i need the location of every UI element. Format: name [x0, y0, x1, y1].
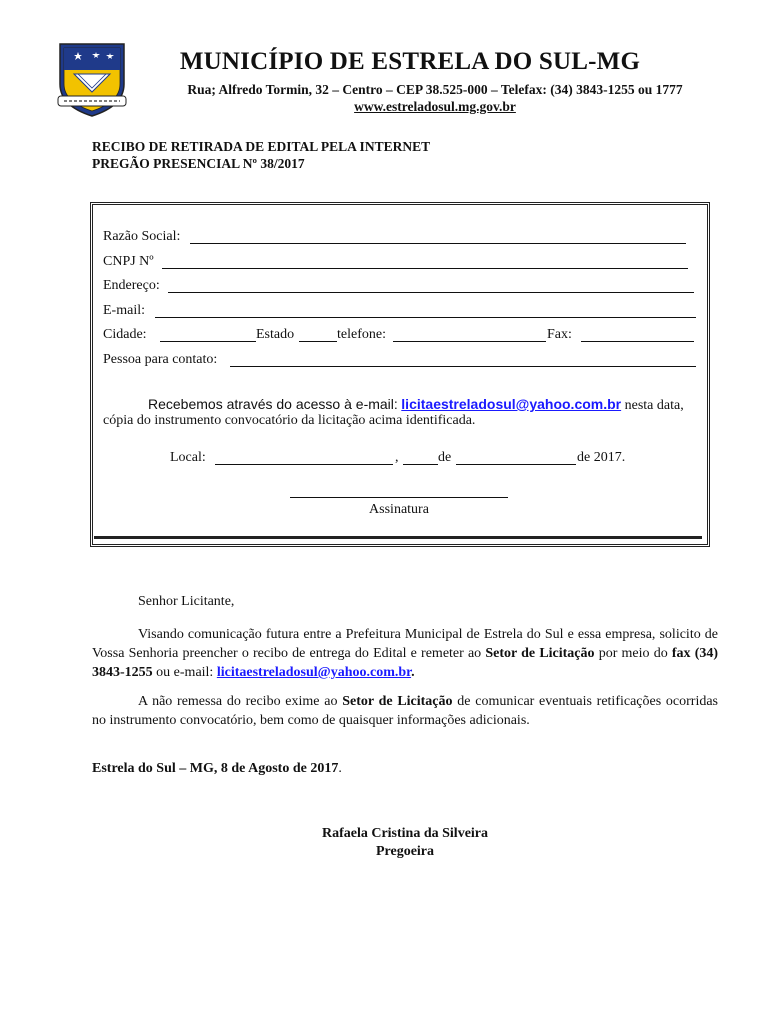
signature-line[interactable]	[290, 497, 508, 498]
receipt-statement	[148, 396, 684, 414]
razao-social-label: Razão Social:	[103, 229, 181, 244]
cnpj-field[interactable]	[162, 268, 688, 269]
salutation: Senhor Licitante,	[138, 594, 235, 609]
p1-setor: Setor de Licitação	[485, 646, 595, 661]
day-field[interactable]	[403, 464, 438, 465]
receipt-statement-post: nesta data,	[624, 398, 684, 413]
p1-dot: .	[411, 665, 415, 680]
p1-email-link[interactable]: licitaestreladosul@yahoo.com.br	[216, 665, 412, 680]
estado-label: Estado	[256, 327, 295, 342]
p2-setor: Setor de Licitação	[342, 694, 453, 709]
p1-text-a: Visando comunicação futura entre a Prefeitura Municipal de Estrela do Sul e essa empresa, solicito de Vossa Senhoria preencher o recibo de entrega do Edital e remeter ao	[92, 627, 718, 661]
receipt-title: RECIBO DE RETIRADA DE EDITAL PELA INTERNET	[92, 139, 431, 154]
endereco-field[interactable]	[168, 292, 694, 293]
receipt-subtitle: PREGÃO PRESENCIAL Nº 38/2017	[92, 156, 305, 171]
cnpj-label: CNPJ Nº	[103, 254, 154, 269]
receipt-email-link[interactable]: licitaestreladosul@yahoo.com.br	[401, 396, 622, 412]
header-website-link[interactable]: www.estreladosul.mg.gov.br	[354, 99, 516, 114]
signatory-role: Pregoeira	[375, 844, 435, 859]
letter-paragraph-2	[92, 692, 718, 730]
header-address: Rua; Alfredo Tormin, 32 – Centro – CEP 38.525-000 – Telefax: (34) 3843-1255 ou 1777	[187, 82, 683, 97]
estado-field[interactable]	[299, 341, 337, 342]
razao-social-field[interactable]	[190, 243, 686, 244]
email-label: E-mail:	[103, 303, 145, 318]
year-label: de 2017.	[577, 450, 626, 465]
local-comma: ,	[395, 450, 399, 465]
contato-field[interactable]	[230, 366, 696, 367]
page-title: MUNICÍPIO DE ESTRELA DO SUL-MG	[179, 48, 641, 75]
p1-fax: fax (34) 3843-1255	[92, 646, 719, 680]
receipt-statement-line2: cópia do instrumento convocatório da licitação acima identificada.	[103, 413, 476, 428]
cidade-label: Cidade:	[103, 327, 147, 342]
date-place-text: Estrela do Sul – MG, 8 de Agosto de 2017	[92, 761, 339, 776]
month-field[interactable]	[456, 464, 576, 465]
p1-text-c: por meio do	[598, 646, 668, 661]
signatory-name: Rafaela Cristina da Silveira	[321, 826, 489, 841]
date-place-dot: .	[338, 761, 342, 776]
telefone-field[interactable]	[393, 341, 546, 342]
p1-text-e: ou e-mail:	[156, 665, 214, 680]
endereco-label: Endereço:	[103, 278, 160, 293]
p2-text-c: de comunicar eventuais retificações ocorridas no instrumento convocatório, bem como de quaisquer informações adicionais.	[92, 694, 718, 728]
signature-label: Assinatura	[369, 502, 429, 517]
municipal-coat-of-arms-icon	[56, 40, 128, 120]
local-field[interactable]	[215, 464, 393, 465]
p2-text-a: A não remessa do recibo exime ao	[138, 694, 338, 709]
form-box-bottom-rule	[94, 536, 702, 539]
de-label: de	[438, 450, 452, 465]
fax-label: Fax:	[547, 327, 572, 342]
letter-paragraph-1	[92, 625, 718, 682]
local-label: Local:	[170, 450, 206, 465]
telefone-label: telefone:	[337, 327, 386, 342]
contato-label: Pessoa para contato:	[103, 352, 218, 367]
fax-field[interactable]	[581, 341, 694, 342]
receipt-form-box	[90, 202, 710, 547]
date-place	[92, 759, 718, 778]
receipt-statement-pre: Recebemos através do acesso à e-mail:	[148, 396, 398, 412]
email-field[interactable]	[155, 317, 696, 318]
cidade-field[interactable]	[160, 341, 256, 342]
